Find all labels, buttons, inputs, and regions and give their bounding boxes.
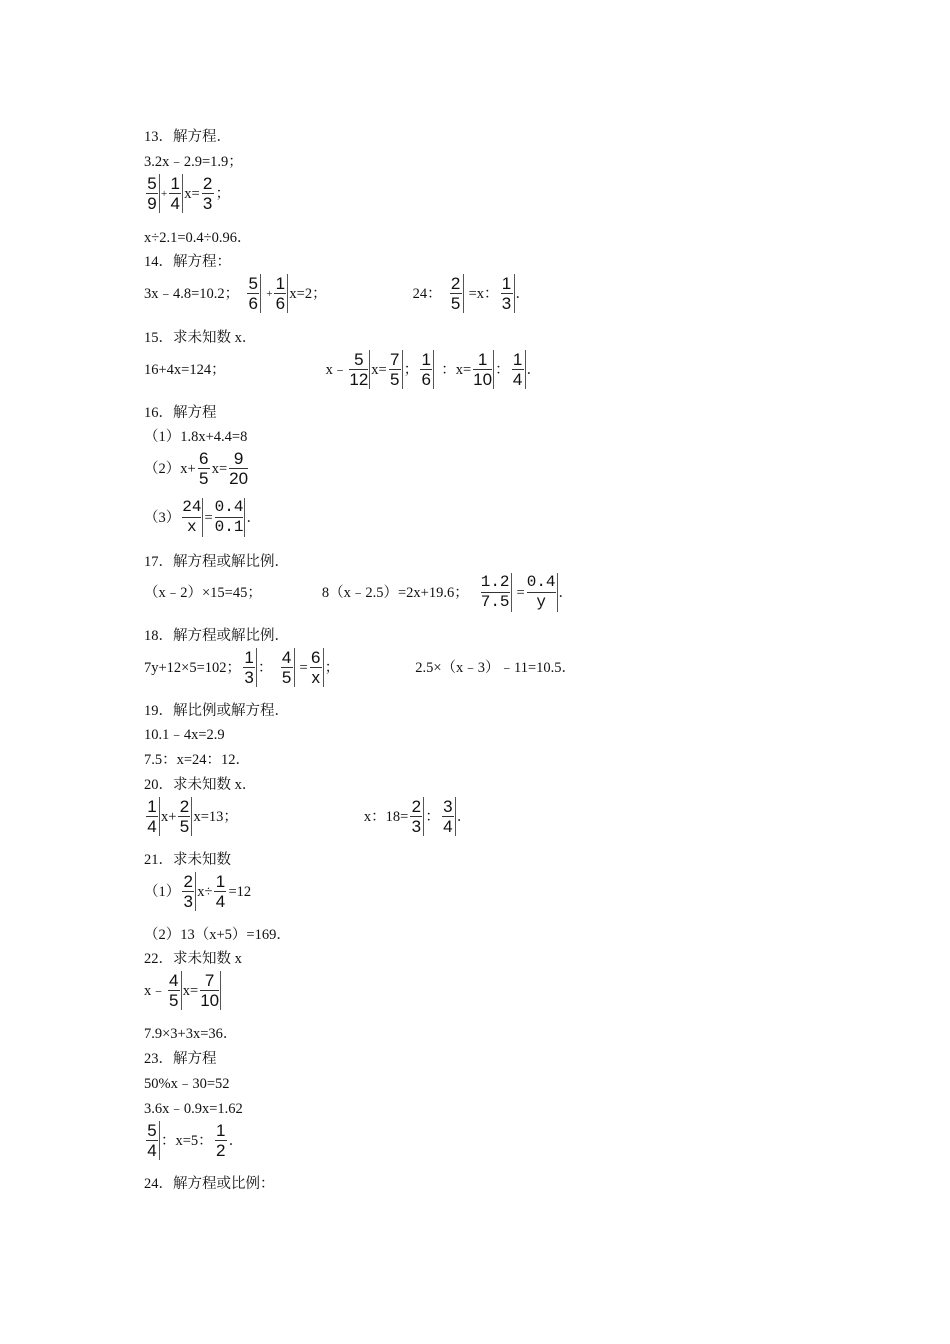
q20-title: 20．求未知数 x． <box>144 777 257 793</box>
fraction: 3 4 <box>441 797 456 836</box>
fraction: 4 5 <box>167 971 182 1010</box>
q21-title: 21．求未知数 <box>144 852 231 868</box>
q17-eqs: （x﹣2）×15=45； 8（x﹣2.5）=2x+19.6； 1.2 7.5 = 0.4 y ． <box>144 573 574 611</box>
q21-eq1: （1） 2 3 x÷ 1 4 =12 <box>144 872 252 911</box>
q24-title: 24．解方程或比例： <box>144 1176 275 1192</box>
q16-eq1: （1）1.8x+4.4=8 <box>144 429 248 445</box>
q23-title: 23．解方程 <box>144 1051 217 1067</box>
q14-eqs: 3x﹣4.8=10.2； 5 6 + 1 6 x=2； 24： 2 5 =x： 1 3 ． <box>144 274 531 313</box>
fraction: 2 5 <box>449 274 464 313</box>
q16-eq3: （3） 24 x = 0.4 0.1 ． <box>144 498 261 536</box>
fraction: 2 3 <box>181 872 196 911</box>
q16-eq2: （2）x+ 6 5 x= 9 20 <box>144 449 249 488</box>
fraction: 1 4 <box>168 174 183 213</box>
q13-title: 13．解方程． <box>144 129 231 145</box>
fraction: 9 20 <box>229 449 249 488</box>
fraction: 5 4 <box>145 1121 160 1160</box>
q15-eqs: 16+4x=124； x﹣ 5 12 x= 7 5 ； 1 6 ：x= 1 10 ： 1 4 ． <box>144 350 542 389</box>
q14-title: 14．解方程： <box>144 254 231 270</box>
fraction: 5 6 <box>246 274 261 313</box>
fraction: 6 x <box>309 648 324 687</box>
fraction: 4 5 <box>280 648 295 687</box>
fraction: 2 3 <box>202 174 213 213</box>
q22-title: 22．求未知数 x <box>144 951 242 967</box>
q19-title: 19．解比例或解方程． <box>144 703 289 719</box>
q19-eq2: 7.5：x=24：12． <box>144 752 251 768</box>
q23-eq1: 50%x﹣30=52 <box>144 1076 230 1092</box>
q19-eq1: 10.1﹣4x=2.9 <box>144 727 225 743</box>
fraction: 0.4 0.1 <box>214 498 244 536</box>
fraction: 5 12 <box>349 350 369 389</box>
fraction: 1 4 <box>215 872 226 911</box>
fraction: 0.4 y <box>526 573 556 611</box>
q18-title: 18．解方程或解比例． <box>144 628 289 644</box>
fraction: 2 5 <box>177 797 192 836</box>
q17-title: 17．解方程或解比例． <box>144 554 289 570</box>
fraction: 24 x <box>182 498 202 536</box>
q16-title: 16．解方程 <box>144 405 217 421</box>
fraction: 1 10 <box>473 350 493 389</box>
q20-eqs: 1 4 x+ 2 5 x=13； x：18= 2 3 ： 3 4 ． <box>144 797 471 836</box>
fraction: 1.2 7.5 <box>480 573 510 611</box>
q21-eq2: （2）13（x+5）=169． <box>144 927 291 943</box>
q23-eq3: 5 4 ：x=5： 1 2 ． <box>144 1121 243 1160</box>
fraction: 2 3 <box>409 797 424 836</box>
fraction: 1 3 <box>242 648 257 687</box>
fraction: 6 5 <box>198 449 209 488</box>
fraction: 1 4 <box>145 797 160 836</box>
fraction: 7 10 <box>200 971 220 1010</box>
q18-eqs: 7y+12×5=102； 1 3 ： 4 5 = 6 x ； 2.5×（x﹣3）﹣11=10.5． <box>144 648 577 687</box>
q23-eq2: 3.6x﹣0.9x=1.62 <box>144 1101 243 1117</box>
fraction: 1 3 <box>500 274 515 313</box>
q22-eq1: x﹣ 4 5 x= 7 10 <box>144 971 220 1010</box>
q13-eq2: 5 9 + 1 4 x= 2 3 ； <box>144 174 230 213</box>
fraction: 5 9 <box>145 174 160 213</box>
fraction: 1 2 <box>215 1121 226 1160</box>
q13-eq1: 3.2x﹣2.9=1.9； <box>144 154 243 170</box>
q22-eq2: 7.9×3+3x=36． <box>144 1026 238 1042</box>
fraction: 1 6 <box>419 350 434 389</box>
q13-eq3: x÷2.1=0.4÷0.96． <box>144 230 252 246</box>
q15-title: 15．求未知数 x． <box>144 330 257 346</box>
fraction: 1 4 <box>511 350 526 389</box>
fraction: 1 6 <box>273 274 288 313</box>
fraction: 7 5 <box>388 350 403 389</box>
